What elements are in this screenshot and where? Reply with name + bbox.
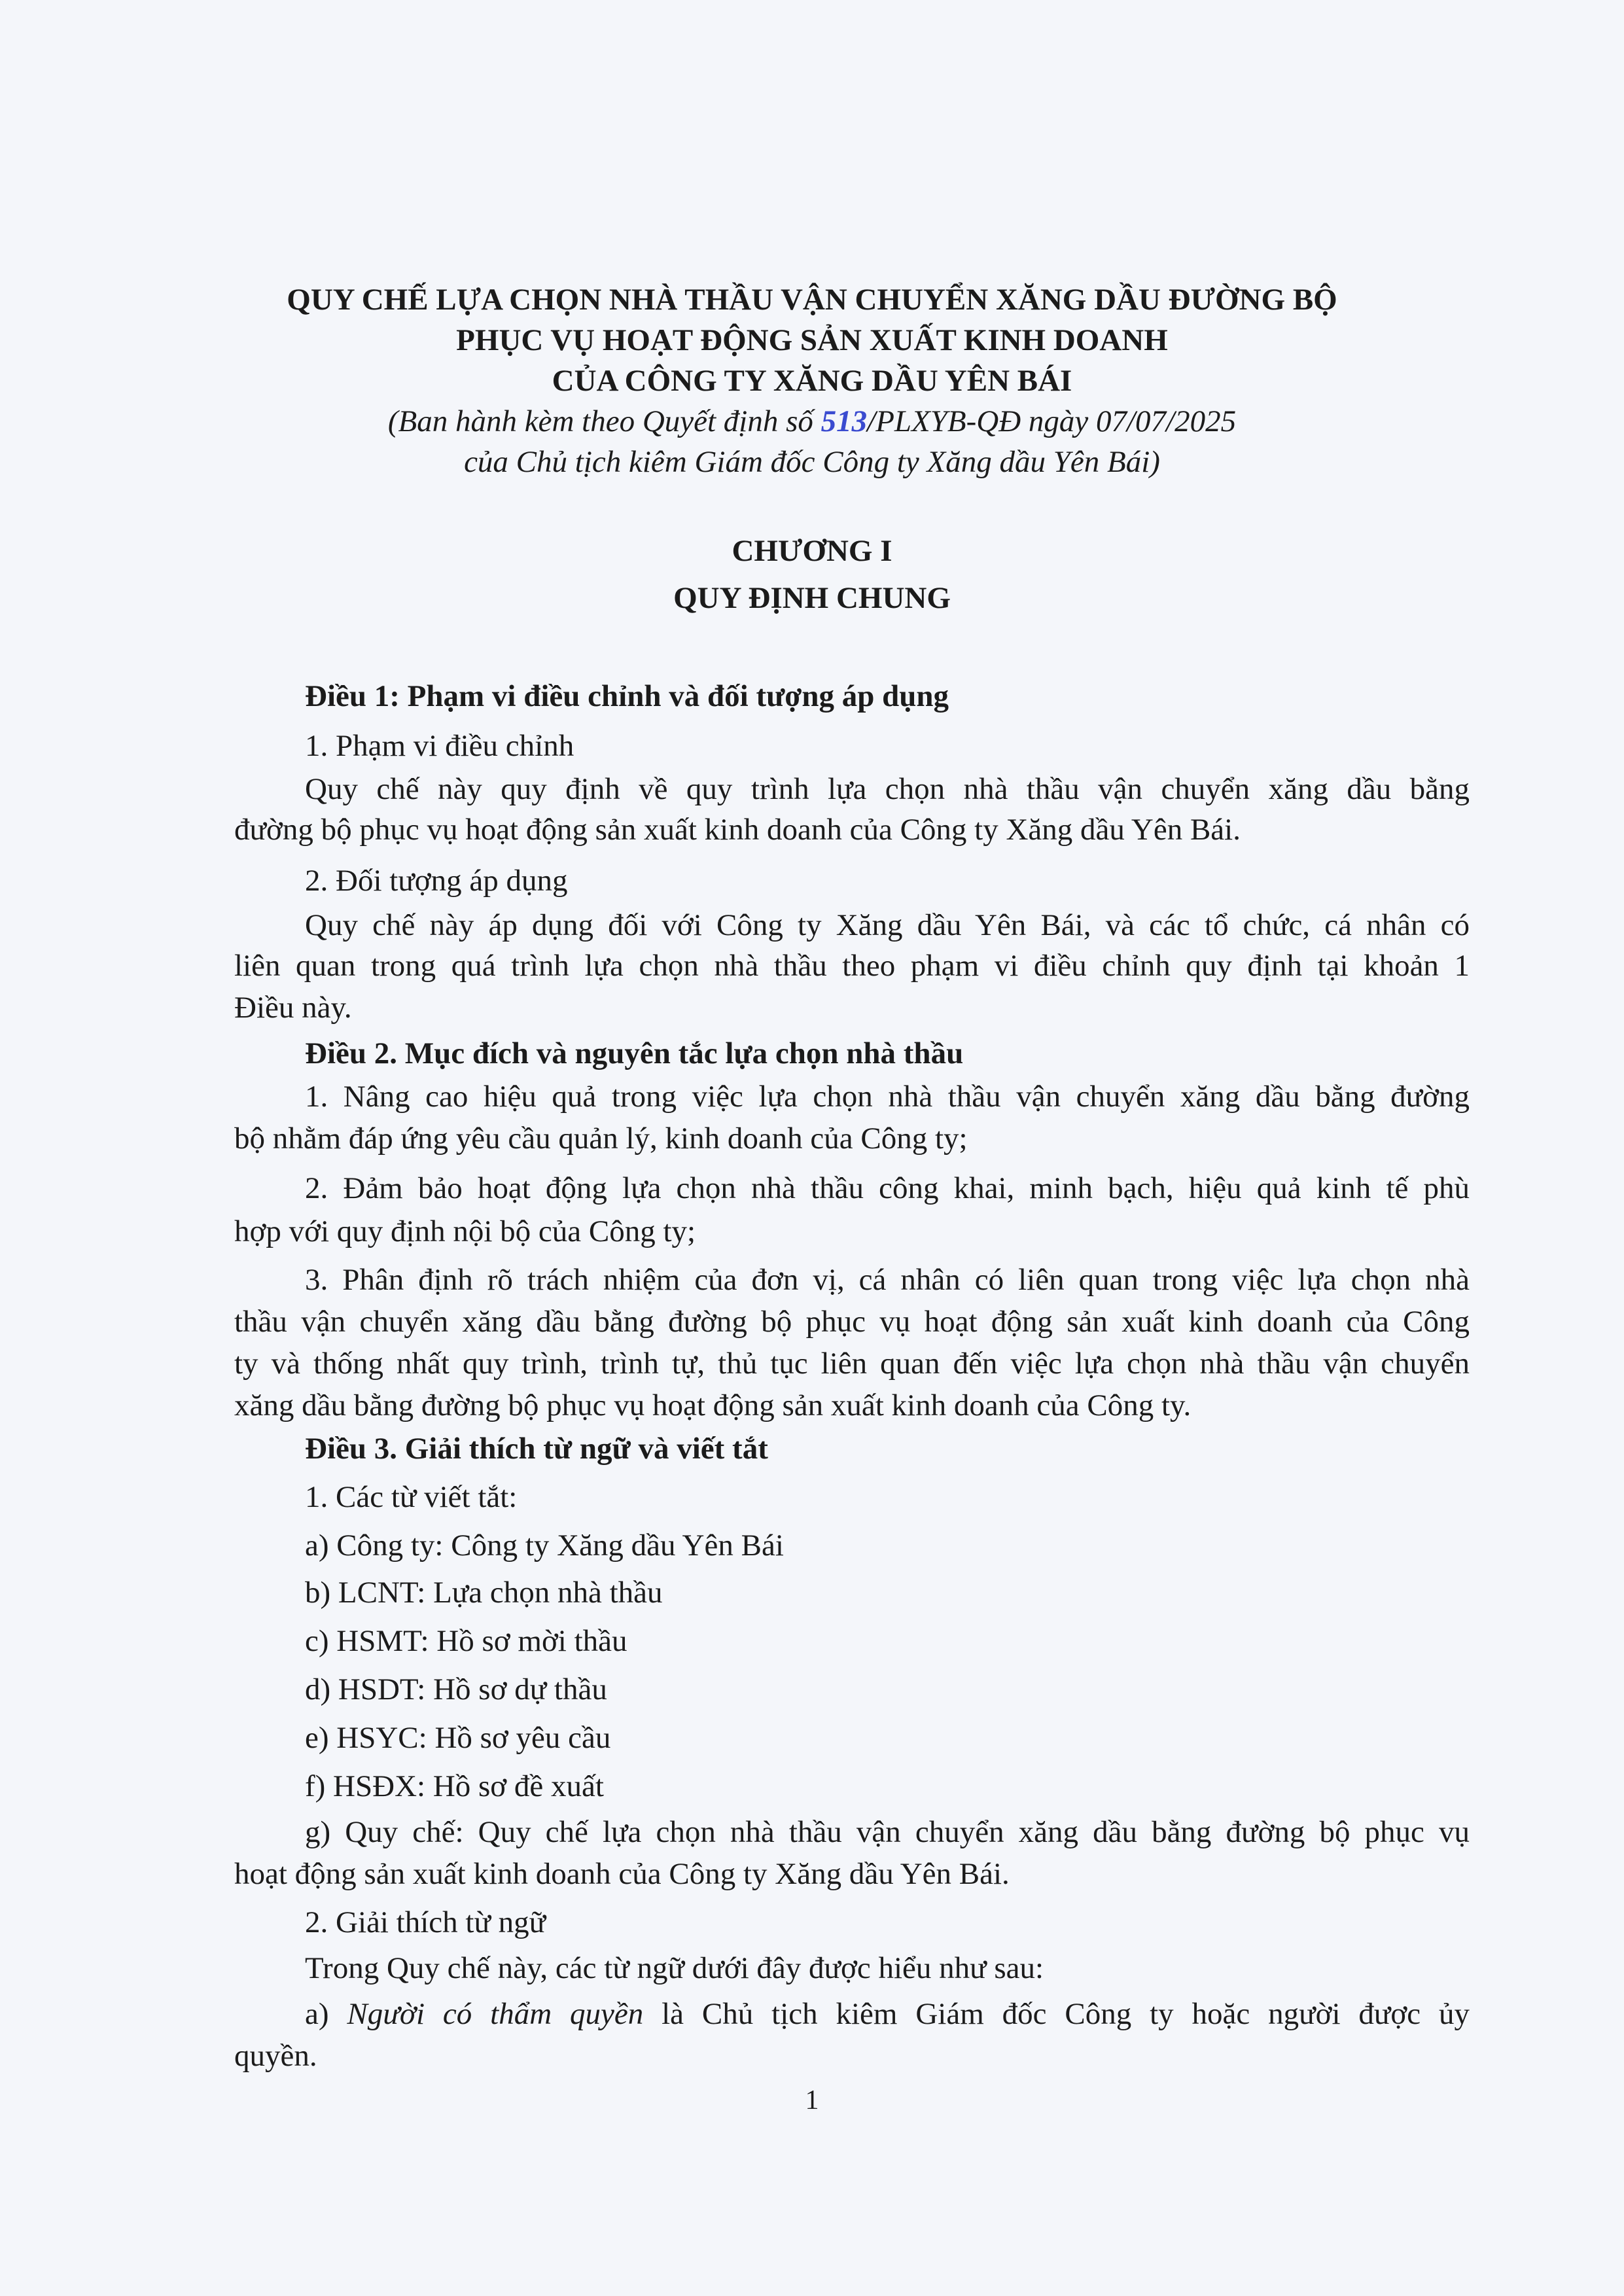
- document-title-line-1: QUY CHẾ LỰA CHỌN NHÀ THẦU VẬN CHUYỂN XĂNG DẦU ĐƯỜNG BỘ: [287, 283, 1337, 317]
- issuance-note-line-1: [0, 402, 1624, 441]
- article-2-heading: Điều 2. Mục đích và nguyên tắc lựa chọn nhà thầu: [305, 1036, 964, 1070]
- abbreviation-item-a: a) Công ty: Công ty Xăng dầu Yên Bái: [305, 1528, 784, 1563]
- article-2-item-3-line-1: 3. Phân định rõ trách nhiệm của đơn vị, cá nhân có liên quan trong việc lựa chọn nhà: [305, 1263, 1470, 1297]
- handwritten-decision-number: 513: [821, 404, 868, 438]
- article-1-section-1-text-line-2: đường bộ phục vụ hoạt động sản xuất kinh doanh của Công ty Xăng dầu Yên Bái.: [234, 813, 1241, 847]
- article-2-item-1-line-1: 1. Nâng cao hiệu quả trong việc lựa chọn nhà thầu vận chuyển xăng dầu bằng đường: [305, 1080, 1470, 1114]
- article-3-section-1-title: 1. Các từ viết tắt:: [305, 1480, 518, 1514]
- article-1-section-2-text-line-2: liên quan trong quá trình lựa chọn nhà thầu theo phạm vi điều chỉnh quy định tại khoản 1: [234, 949, 1470, 983]
- article-1-section-1-title: 1. Phạm vi điều chỉnh: [305, 729, 574, 763]
- abbreviation-item-f: f) HSĐX: Hồ sơ đề xuất: [305, 1769, 604, 1803]
- article-1-section-2-text-line-3: Điều này.: [234, 991, 352, 1025]
- definition-item-a-prefix: a): [305, 1997, 347, 2031]
- definition-item-a-line-2: quyền.: [234, 2039, 317, 2073]
- abbreviation-item-e: e) HSYC: Hồ sơ yêu cầu: [305, 1721, 611, 1755]
- article-2-item-2-line-1: 2. Đảm bảo hoạt động lựa chọn nhà thầu công khai, minh bạch, hiệu quả kinh tế phù: [305, 1171, 1470, 1205]
- chapter-name: QUY ĐỊNH CHUNG: [673, 581, 951, 615]
- article-2-item-1-line-2: bộ nhằm đáp ứng yêu cầu quản lý, kinh doanh của Công ty;: [234, 1122, 968, 1156]
- article-2-item-3-line-3: ty và thống nhất quy trình, trình tự, thủ tục liên quan đến việc lựa chọn nhà thầu vận chuyển: [234, 1347, 1470, 1381]
- article-2-item-2-line-2: hợp với quy định nội bộ của Công ty;: [234, 1214, 696, 1248]
- abbreviation-item-c: c) HSMT: Hồ sơ mời thầu: [305, 1624, 627, 1658]
- article-3-heading: Điều 3. Giải thích từ ngữ và viết tắt: [305, 1432, 768, 1466]
- article-1-section-2-text-line-1: Quy chế này áp dụng đối với Công ty Xăng dầu Yên Bái, và các tổ chức, cá nhân có: [305, 908, 1470, 942]
- abbreviation-item-g-line-2: hoạt động sản xuất kinh doanh của Công ty Xăng dầu Yên Bái.: [234, 1857, 1010, 1891]
- article-3-section-2-intro: Trong Quy chế này, các từ ngữ dưới đây được hiểu như sau:: [305, 1951, 1044, 1985]
- issuance-note-line-2: của Chủ tịch kiêm Giám đốc Công ty Xăng dầu Yên Bái): [464, 445, 1160, 479]
- abbreviation-item-d: d) HSDT: Hồ sơ dự thầu: [305, 1672, 607, 1706]
- chapter-number: CHƯƠNG I: [732, 534, 892, 568]
- definition-item-a-line-1: [305, 1994, 1470, 2034]
- article-1-section-1-text-line-1: Quy chế này quy định về quy trình lựa chọn nhà thầu vận chuyển xăng dầu bằng: [305, 772, 1470, 806]
- article-1-section-2-title: 2. Đối tượng áp dụng: [305, 864, 568, 898]
- abbreviation-item-g-line-1: g) Quy chế: Quy chế lựa chọn nhà thầu vận chuyển xăng dầu bằng đường bộ phục vụ: [305, 1815, 1470, 1849]
- definition-item-a-rest: là Chủ tịch kiêm Giám đốc Công ty hoặc người được ủy: [643, 1997, 1470, 2031]
- issuance-note-suffix: /PLXYB-QĐ ngày 07/07/2025: [867, 404, 1237, 438]
- page-number: 1: [805, 2085, 819, 2115]
- document-title-line-2: PHỤC VỤ HOẠT ĐỘNG SẢN XUẤT KINH DOANH: [456, 323, 1168, 357]
- article-1-heading: Điều 1: Phạm vi điều chỉnh và đối tượng áp dụng: [305, 679, 949, 713]
- abbreviation-item-b: b) LCNT: Lựa chọn nhà thầu: [305, 1576, 663, 1610]
- article-3-section-2-title: 2. Giải thích từ ngữ: [305, 1905, 546, 1939]
- document-title-line-3: CỦA CÔNG TY XĂNG DẦU YÊN BÁI: [552, 364, 1072, 398]
- article-2-item-3-line-2: thầu vận chuyển xăng dầu bằng đường bộ phục vụ hoạt động sản xuất kinh doanh của Công: [234, 1305, 1470, 1339]
- issuance-note-prefix: (Ban hành kèm theo Quyết định số: [387, 404, 821, 438]
- article-2-item-3-line-4: xăng dầu bằng đường bộ phục vụ hoạt động sản xuất kinh doanh của Công ty.: [234, 1388, 1192, 1422]
- definition-item-a-term: Người có thẩm quyền: [347, 1997, 644, 2031]
